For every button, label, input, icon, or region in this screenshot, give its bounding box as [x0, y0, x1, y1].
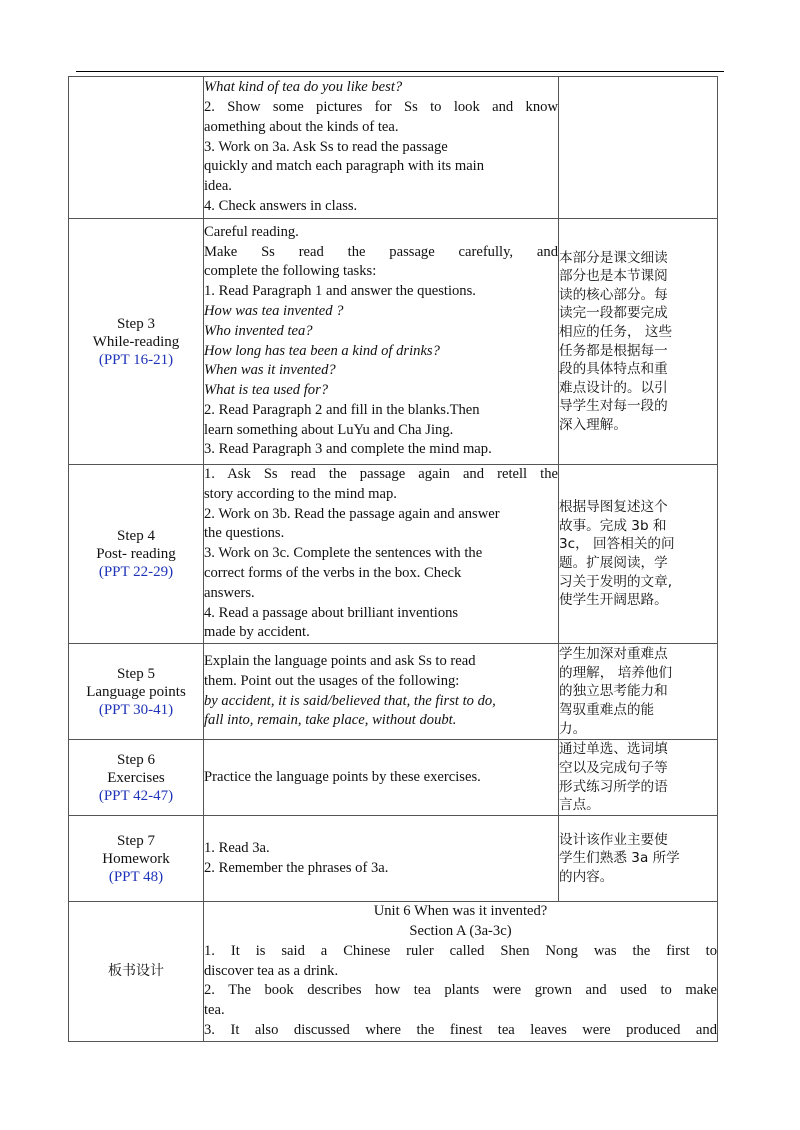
- note-line: 形式练习所学的语: [559, 778, 668, 795]
- text-line: 2. Read Paragraph 2 and fill in the blanks.Then: [204, 401, 480, 418]
- step-name: Exercises: [107, 769, 165, 786]
- text-line: 2. The book describes how tea plants were grown and used to make: [204, 982, 717, 999]
- note-line: 难点设计的。以引: [559, 379, 668, 396]
- content-cell: [204, 644, 559, 740]
- text-line: 1. It is said a Chinese ruler called Shen Nong was the first to: [204, 942, 717, 959]
- table-row: [69, 77, 718, 219]
- text-line: quickly and match each paragraph with its main: [204, 158, 485, 175]
- text-line: learn something about LuYu and Cha Jing.: [204, 421, 454, 438]
- text-line: the questions.: [204, 525, 285, 542]
- content-cell: [204, 465, 559, 644]
- step-number: Step 4: [117, 528, 155, 545]
- note-line: 深入理解。: [559, 416, 627, 433]
- ppt-range: (PPT 22-29): [98, 564, 174, 581]
- ppt-range: (PPT 16-21): [98, 351, 174, 368]
- note-line: 驾驭重难点的能: [559, 701, 655, 718]
- note-line: 故事。完成 3b 和: [559, 517, 667, 534]
- text-line: Careful reading.: [204, 223, 299, 240]
- step-cell: [69, 902, 204, 1042]
- note-line: 读完一段都要完成: [559, 305, 668, 322]
- step-name: Post- reading: [96, 546, 176, 563]
- text-line: complete the following tasks:: [204, 263, 377, 280]
- text-line: How long has tea been a kind of drinks?: [204, 342, 440, 359]
- text-line: 3. Read Paragraph 3 and complete the mind map.: [204, 441, 492, 458]
- text-line: What kind of tea do you like best?: [204, 79, 403, 96]
- note-cell: [559, 740, 718, 816]
- note-line: 部分也是本节课阅: [559, 268, 668, 285]
- step-cell: [69, 816, 204, 902]
- content-cell: [204, 740, 559, 816]
- step-name: Homework: [102, 850, 170, 867]
- text-line: correct forms of the verbs in the box. Check: [204, 564, 462, 581]
- note-line: 3c， 回答相关的问: [559, 536, 675, 553]
- text-line: 2. Work on 3b. Read the passage again and answer: [204, 505, 500, 522]
- note-line: 的理解， 培养他们: [559, 664, 673, 681]
- text-line: 2. Show some pictures for Ss to look and know: [204, 99, 558, 115]
- text-line: made by accident.: [204, 624, 310, 641]
- text-line: Explain the language points and ask Ss to read: [204, 653, 476, 670]
- note-line: 使学生开阔思路。: [559, 592, 668, 609]
- text-line: them. Point out the usages of the following:: [204, 672, 460, 689]
- text-line: Practice the language points by these exercises.: [204, 768, 481, 785]
- note-line: 的独立思考能力和: [559, 683, 668, 700]
- ppt-range: (PPT 42-47): [98, 787, 174, 804]
- note-cell: [559, 77, 718, 219]
- note-line: 通过单选、选词填: [559, 741, 668, 758]
- step-cell: [69, 219, 204, 465]
- text-line: Make Ss read the passage carefully, and: [204, 243, 558, 260]
- note-line: 学生们熟悉 3a 所学: [559, 850, 680, 867]
- note-line: 相应的任务， 这些: [559, 323, 673, 340]
- text-line: Unit 6 When was it invented?: [373, 903, 548, 920]
- step-name: Language points: [86, 683, 186, 700]
- header-rule: [76, 71, 724, 72]
- note-line: 段的具体特点和重: [559, 361, 668, 378]
- board-content-cell: [204, 902, 718, 1042]
- note-line: 任务都是根据每一: [559, 342, 668, 359]
- text-line: discover tea as a drink.: [204, 962, 339, 979]
- text-line: 2. Remember the phrases of 3a.: [204, 859, 389, 876]
- content-cell: [204, 816, 559, 902]
- text-line: How was tea invented ?: [204, 302, 344, 319]
- note-line: 的内容。: [559, 868, 614, 885]
- note-cell: [559, 644, 718, 740]
- board-design-label: 板书设计: [108, 963, 164, 980]
- text-line: 4. Read a passage about brilliant inventions: [204, 604, 459, 621]
- lesson-plan-table: [68, 76, 718, 1042]
- text-line: Who invented tea?: [204, 322, 313, 339]
- note-line: 导学生对每一段的: [559, 398, 668, 415]
- text-line: by accident, it is said/believed that, the first to do,: [204, 692, 496, 709]
- text-line: tea.: [204, 1002, 225, 1019]
- content-cell: [204, 77, 559, 219]
- table-row: [69, 465, 718, 644]
- text-line: 4. Check answers in class.: [204, 197, 358, 214]
- step-cell: [69, 77, 204, 219]
- text-line: 3. It also discussed where the finest tea leaves were produced and: [204, 1021, 717, 1038]
- note-cell: [559, 816, 718, 902]
- step-number: Step 3: [117, 315, 155, 332]
- text-line: 1. Read 3a.: [204, 839, 270, 856]
- step-number: Step 5: [117, 665, 155, 682]
- step-number: Step 7: [117, 832, 155, 849]
- note-line: 本部分是课文细读: [559, 249, 668, 266]
- table-row: [69, 740, 718, 816]
- table-row: [69, 644, 718, 740]
- note-line: 习关于发明的文章,: [559, 573, 673, 590]
- text-line: fall into, remain, take place, without doubt.: [204, 712, 457, 729]
- table-row: [69, 219, 718, 465]
- note-cell: [559, 219, 718, 465]
- note-line: 空以及完成句子等: [559, 760, 668, 777]
- step-name: While-reading: [92, 333, 180, 350]
- text-line: 3. Work on 3c. Complete the sentences with the: [204, 545, 483, 562]
- text-line: answers.: [204, 584, 255, 601]
- note-line: 设计该作业主要使: [559, 831, 668, 848]
- note-line: 根据导图复述这个: [559, 499, 668, 516]
- text-line: story according to the mind map.: [204, 485, 397, 502]
- text-line: aomething about the kinds of tea.: [204, 118, 399, 135]
- note-line: 言点。: [559, 797, 600, 814]
- text-line: Section A (3a-3c): [409, 922, 512, 939]
- content-cell: [204, 219, 559, 465]
- ppt-range: (PPT 30-41): [98, 701, 174, 718]
- text-line: What is tea used for?: [204, 382, 329, 399]
- step-number: Step 6: [117, 751, 155, 768]
- step-cell: [69, 644, 204, 740]
- note-line: 力。: [559, 720, 587, 737]
- step-cell: [69, 740, 204, 816]
- step-cell: [69, 465, 204, 644]
- table-row: [69, 902, 718, 1042]
- text-line: 1. Ask Ss read the passage again and retell the: [204, 466, 558, 482]
- note-line: 学生加深对重难点: [559, 646, 668, 663]
- text-line: 1. Read Paragraph 1 and answer the questions.: [204, 283, 476, 300]
- text-line: 3. Work on 3a. Ask Ss to read the passage: [204, 138, 448, 155]
- ppt-range: (PPT 48): [108, 868, 164, 885]
- text-line: When was it invented?: [204, 362, 336, 379]
- text-line: idea.: [204, 178, 232, 195]
- note-line: 读的核心部分。每: [559, 286, 668, 303]
- note-cell: [559, 465, 718, 644]
- note-line: 题。扩展阅读，学: [559, 555, 668, 572]
- table-row: [69, 816, 718, 902]
